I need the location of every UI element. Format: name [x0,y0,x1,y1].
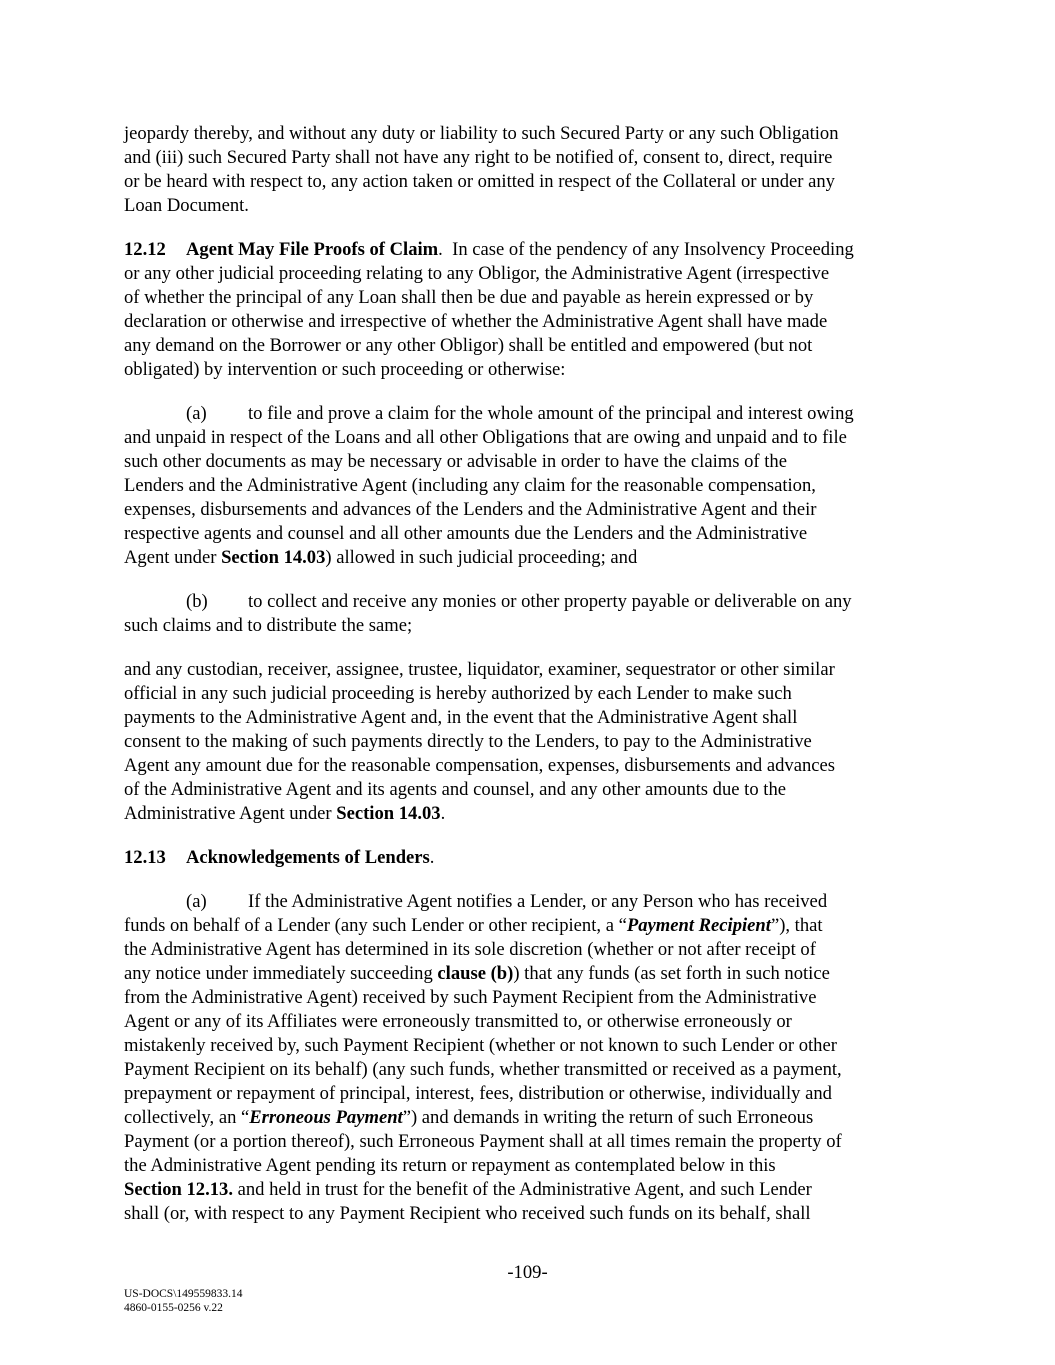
clause-first-line [124,402,930,426]
defined-term: Payment Recipient [626,915,771,936]
section-12-13-clause-a [124,890,930,1226]
section-12-12-clause-a [124,402,930,570]
text-fragment: . [440,803,446,824]
text-fragment: ) allowed in such judicial proceeding; and [325,547,638,568]
text-line: respective agents and counsel and all other amounts due the Lenders and the Administrative [124,523,808,544]
text-line [124,1178,930,1202]
text-fragment: ”), that [770,915,823,936]
text-line: Payment (or a portion thereof), such Erroneous Payment shall at all times remain the property of [124,1131,842,1152]
clause-first-line [124,590,930,614]
text-line [124,1106,930,1130]
section-title-suffix: . [438,239,443,260]
section-number: 12.13 [124,847,166,868]
text-line: such other documents as may be necessary or advisable in order to have the claims of the [124,451,787,472]
defined-term: Erroneous Payment [249,1107,403,1128]
document-body [124,122,930,1246]
text-line: the Administrative Agent has determined in its sole discretion (whether or not after receipt of [124,939,816,960]
text-line: mistakenly received by, such Payment Recipient (whether or not known to such Lender or other [124,1035,837,1056]
text-line [124,914,930,938]
section-title: Agent May File Proofs of Claim [186,239,439,260]
text-fragment: ) that any funds (as set forth in such notice [513,963,830,984]
text-line: of whether the principal of any Loan shall then be due and payable as herein expressed or by [124,287,814,308]
document-footer [124,1287,243,1315]
text-line: official in any such judicial proceeding is hereby authorized by each Lender to make such [124,683,792,704]
text-line: and (iii) such Secured Party shall not have any right to be notified of, consent to, direct, require [124,147,833,168]
section-heading-line [124,238,930,262]
text-fragment: and held in trust for the benefit of the Administrative Agent, and such Lender [232,1179,812,1200]
text-fragment: funds on behalf of a Lender (any such Lender or other recipient, a “ [124,915,627,936]
section-heading-line [124,846,930,870]
section-number: 12.12 [124,239,166,260]
text-line: from the Administrative Agent) received by such Payment Recipient from the Administrative [124,987,817,1008]
text-fragment: to collect and receive any monies or other property payable or deliverable on any [248,591,852,612]
text-line: Lenders and the Administrative Agent (including any claim for the reasonable compensation, [124,475,816,496]
text-line: declaration or otherwise and irrespective of whether the Administrative Agent shall have made [124,311,828,332]
text-fragment: collectively, an “ [124,1107,250,1128]
text-line: the Administrative Agent pending its return or repayment as contemplated below in this [124,1155,776,1176]
clause-label: (b) [186,591,208,612]
section-12-12-intro [124,238,930,382]
section-reference: Section 12.13. [124,1179,233,1200]
text-line: prepayment or repayment of principal, interest, fees, distribution or otherwise, individually and [124,1083,832,1104]
text-line: or be heard with respect to, any action taken or omitted in respect of the Collateral or under any [124,171,835,192]
text-line: such claims and to distribute the same; [124,615,413,636]
text-line: consent to the making of such payments directly to the Lenders, to pay to the Administrative [124,731,812,752]
text-line: expenses, disbursements and advances of the Lenders and the Administrative Agent and their [124,499,817,520]
page-number: -109- [507,1262,548,1283]
text-line: Payment Recipient on its behalf) (any such funds, whether transmitted or received as a payment, [124,1059,842,1080]
text-fragment: In case of the pendency of any Insolvency Proceeding [452,239,854,260]
section-title: Acknowledgements of Lenders [186,847,430,868]
text-fragment: any notice under immediately succeeding [124,963,438,984]
text-fragment: to file and prove a claim for the whole amount of the principal and interest owing [248,403,854,424]
section-title-suffix: . [429,847,435,868]
footer-doc-id: US-DOCS\149559833.14 [124,1288,243,1300]
text-line: jeopardy thereby, and without any duty or liability to such Secured Party or any such Obligation [124,123,839,144]
text-line: or any other judicial proceeding relating to any Obligor, the Administrative Agent (irrespective [124,263,830,284]
text-fragment: Administrative Agent under [124,803,337,824]
text-line [124,962,930,986]
text-line: and any custodian, receiver, assignee, trustee, liquidator, examiner, sequestrator or other similar [124,659,835,680]
text-line [124,546,930,570]
text-line: payments to the Administrative Agent and, in the event that the Administrative Agent shall [124,707,798,728]
section-12-13-heading [124,846,930,870]
continuation-paragraph [124,122,930,218]
clause-reference: clause (b) [437,963,514,984]
text-line: shall (or, with respect to any Payment Recipient who received such funds on its behalf, shall [124,1203,811,1224]
footer-version: 4860-0155-0256 v.22 [124,1302,223,1314]
text-line: obligated) by intervention or such proceeding or otherwise: [124,359,566,380]
text-fragment: ”) and demands in writing the return of such Erroneous [402,1107,814,1128]
text-line: of the Administrative Agent and its agents and counsel, and any other amounts due to the [124,779,787,800]
text-line: Agent any amount due for the reasonable compensation, expenses, disbursements and advances [124,755,835,776]
section-12-12-clause-b [124,590,930,638]
clause-first-line [124,890,930,914]
text-line: Loan Document. [124,195,249,216]
text-fragment: Agent under [124,547,222,568]
clause-label: (a) [186,403,207,424]
section-reference: Section 14.03 [221,547,326,568]
clause-label: (a) [186,891,207,912]
section-reference: Section 14.03 [336,803,441,824]
text-line [124,802,930,826]
text-line: any demand on the Borrower or any other Obligor) shall be entitled and empowered (but not [124,335,813,356]
text-line: and unpaid in respect of the Loans and all other Obligations that are owing and unpaid and to file [124,427,847,448]
text-line: Agent or any of its Affiliates were erroneously transmitted to, or otherwise erroneously or [124,1011,792,1032]
text-fragment: If the Administrative Agent notifies a Lender, or any Person who has received [248,891,828,912]
section-12-12-closing [124,658,930,826]
